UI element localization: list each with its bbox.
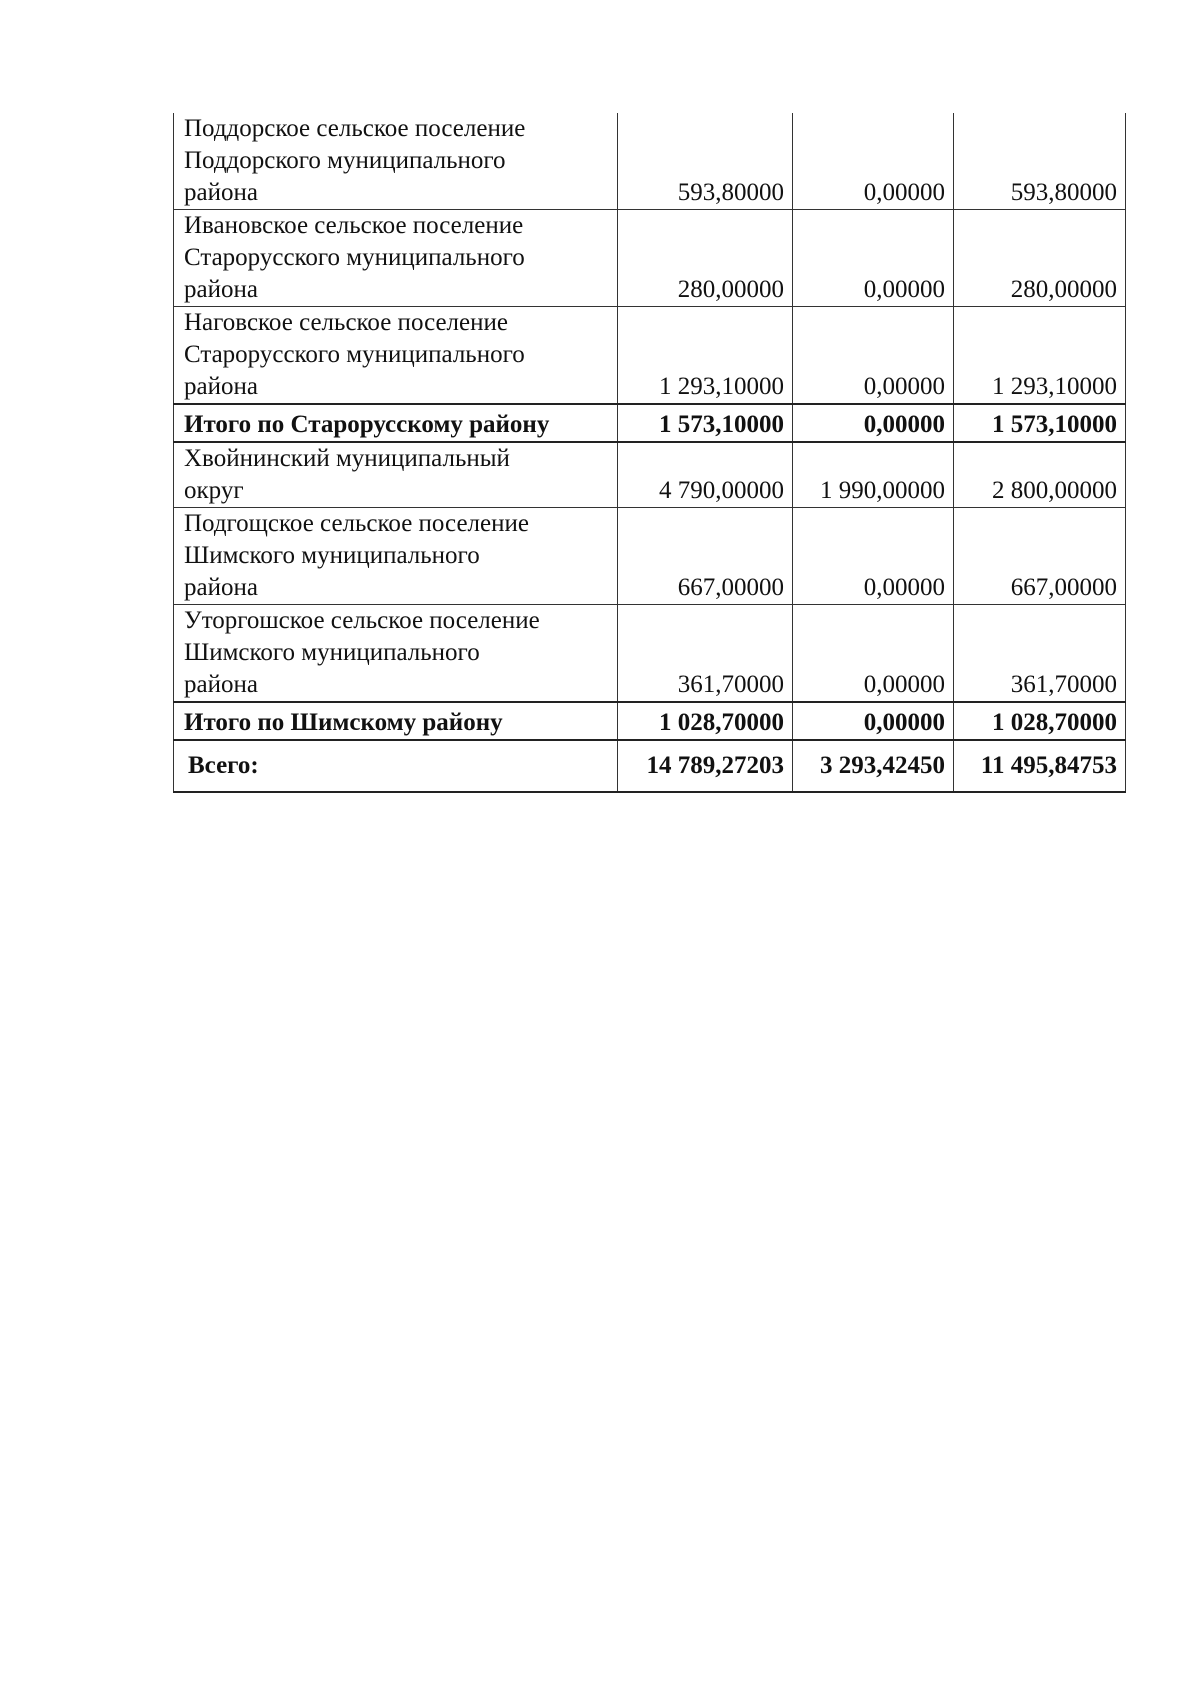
value-cell-col2: 0,00000	[793, 702, 954, 740]
budget-table-body	[174, 113, 1126, 792]
value-cell-col2: 3 293,42450	[793, 740, 954, 792]
row-name-cell	[174, 404, 618, 442]
row-name-line: Ивановское сельское поселение	[184, 212, 524, 239]
row-name-line: Подгощское сельское поселение	[184, 510, 529, 537]
table-row	[174, 442, 1126, 508]
table-row	[174, 307, 1126, 405]
table-row	[174, 508, 1126, 605]
value-cell-col2: 1 990,00000	[793, 442, 954, 508]
value-cell-col1: 593,80000	[618, 113, 793, 210]
row-name-line: Итого по Шимскому району	[184, 709, 503, 736]
row-name-line: района	[184, 373, 258, 400]
row-name-cell	[174, 740, 618, 792]
value-cell-col2: 0,00000	[793, 113, 954, 210]
row-name-cell	[174, 113, 618, 210]
row-name-line: Поддорского муниципального	[184, 147, 506, 174]
row-name-line: района	[184, 179, 258, 206]
row-name-line: Итого по Старорусскому району	[184, 411, 550, 438]
row-name-line: района	[184, 671, 258, 698]
row-name-cell	[174, 307, 618, 405]
value-cell-col1: 14 789,27203	[618, 740, 793, 792]
value-cell-col3: 1 293,10000	[954, 307, 1126, 405]
value-cell-col1: 280,00000	[618, 210, 793, 307]
row-name-line: Шимского муниципального	[184, 542, 480, 569]
row-name-line: округ	[184, 477, 244, 504]
table-row	[174, 210, 1126, 307]
value-cell-col3: 361,70000	[954, 605, 1126, 703]
value-cell-col3: 593,80000	[954, 113, 1126, 210]
value-cell-col3: 280,00000	[954, 210, 1126, 307]
value-cell-col1: 4 790,00000	[618, 442, 793, 508]
value-cell-col2: 0,00000	[793, 508, 954, 605]
grand-total-row	[174, 740, 1126, 792]
value-cell-col3: 1 573,10000	[954, 404, 1126, 442]
row-name-line: Хвойнинский муниципальный	[184, 445, 510, 472]
subtotal-row	[174, 404, 1126, 442]
row-name-line: района	[184, 574, 258, 601]
value-cell-col3: 1 028,70000	[954, 702, 1126, 740]
value-cell-col3: 667,00000	[954, 508, 1126, 605]
value-cell-col1: 1 573,10000	[618, 404, 793, 442]
row-name-line: Уторгошское сельское поселение	[184, 607, 540, 634]
row-name-cell	[174, 442, 618, 508]
row-name-cell	[174, 508, 618, 605]
row-name-line: Шимского муниципального	[184, 639, 480, 666]
budget-table	[173, 113, 1126, 793]
row-name-cell	[174, 210, 618, 307]
row-name-cell	[174, 702, 618, 740]
subtotal-row	[174, 702, 1126, 740]
row-name-line: Поддорское сельское поселение	[184, 115, 526, 142]
row-name-line: района	[184, 276, 258, 303]
row-name-line: Всего:	[188, 752, 259, 779]
value-cell-col2: 0,00000	[793, 605, 954, 703]
row-name-line: Наговское сельское поселение	[184, 309, 508, 336]
row-name-cell	[174, 605, 618, 703]
value-cell-col3: 11 495,84753	[954, 740, 1126, 792]
value-cell-col2: 0,00000	[793, 307, 954, 405]
value-cell-col1: 1 028,70000	[618, 702, 793, 740]
value-cell-col1: 361,70000	[618, 605, 793, 703]
value-cell-col2: 0,00000	[793, 404, 954, 442]
row-name-line: Старорусского муниципального	[184, 244, 525, 271]
table-row	[174, 605, 1126, 703]
table-row	[174, 113, 1126, 210]
row-name-line: Старорусского муниципального	[184, 341, 525, 368]
value-cell-col1: 667,00000	[618, 508, 793, 605]
value-cell-col2: 0,00000	[793, 210, 954, 307]
value-cell-col3: 2 800,00000	[954, 442, 1126, 508]
value-cell-col1: 1 293,10000	[618, 307, 793, 405]
